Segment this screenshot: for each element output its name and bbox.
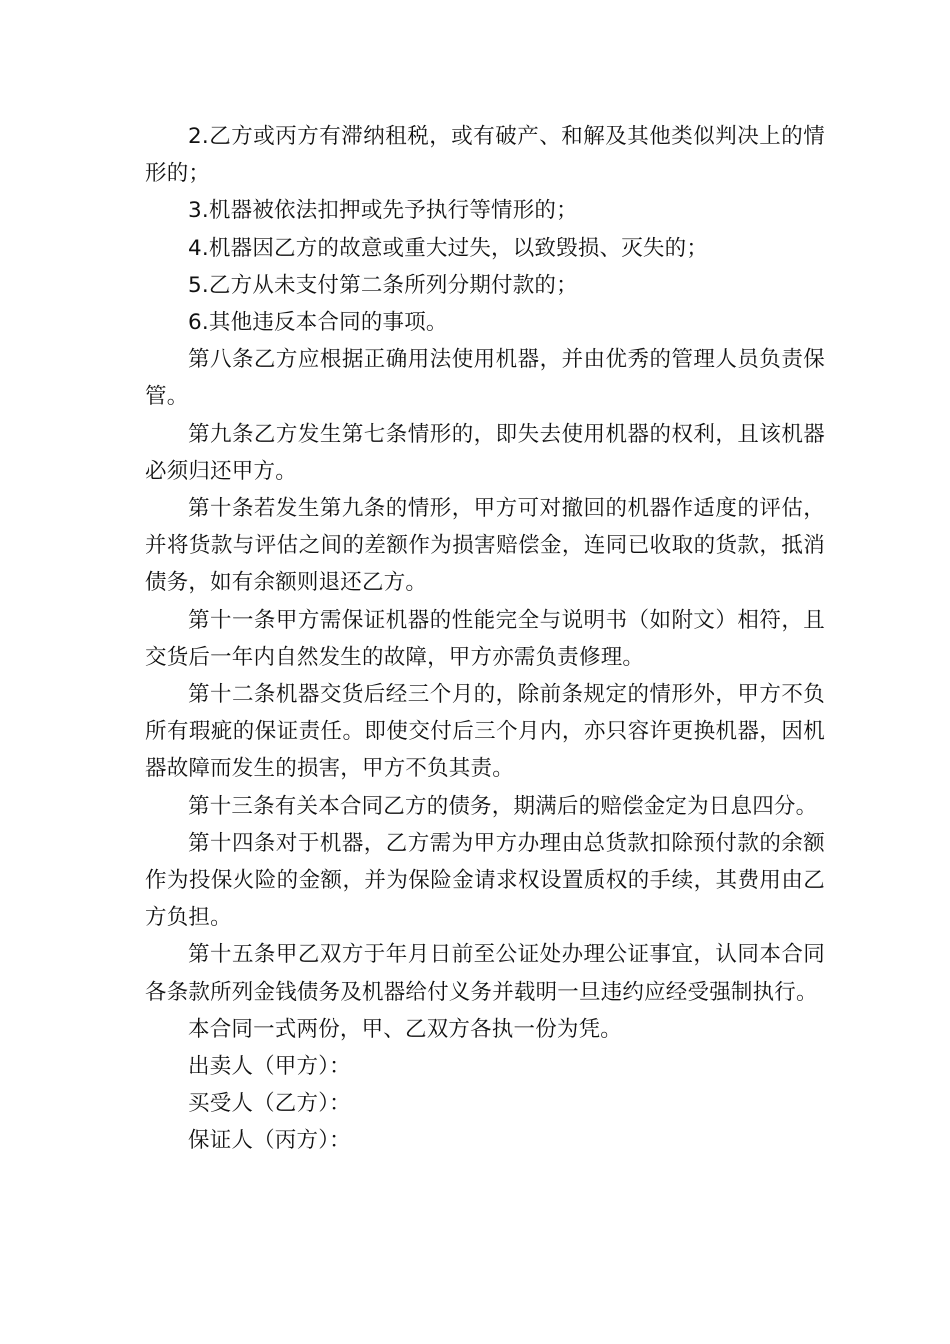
copies-statement: 本合同一式两份，甲、乙双方各执一份为凭。 <box>188 1016 623 1042</box>
article-15: 第十五条甲乙双方于年月日前至公证处办理公证事宜，认同本合同各条款所列金钱债务及机器给付义务并载明一旦违约应经受强制执行。 <box>145 942 825 1005</box>
clause-item-6: 6.其他违反本合同的事项。 <box>188 310 448 336</box>
article-13: 第十三条有关本合同乙方的债务，期满后的赔偿金定为日息四分。 <box>188 793 818 819</box>
article-14: 第十四条对于机器，乙方需为甲方办理由总货款扣除预付款的余额作为投保火险的金额，并为保险金请求权设置质权的手续，其费用由乙方负担。 <box>145 830 825 931</box>
document-page <box>145 118 825 1160</box>
clause-item-2: 2.乙方或丙方有滞纳租税，或有破产、和解及其他类似判决上的情形的； <box>145 124 825 187</box>
article-9: 第九条乙方发生第七条情形的，即失去使用机器的权利，且该机器必须归还甲方。 <box>145 421 825 484</box>
article-10: 第十条若发生第九条的情形，甲方可对撤回的机器作适度的评估，并将货款与评估之间的差额作为损害赔偿金，连同已收取的货款，抵消债务，如有余额则退还乙方。 <box>145 496 825 596</box>
guarantor-signature-line: 保证人（丙方）： <box>188 1128 351 1154</box>
article-12: 第十二条机器交货后经三个月的，除前条规定的情形外，甲方不负所有瑕疵的保证责任。即使交付后三个月内，亦只容许更换机器，因机器故障而发生的损害，甲方不负其责。 <box>145 682 825 782</box>
seller-signature-line: 出卖人（甲方）： <box>188 1054 351 1080</box>
clause-item-3: 3.机器被依法扣押或先予执行等情形的； <box>188 198 578 224</box>
clause-item-5: 5.乙方从未支付第二条所列分期付款的； <box>188 272 578 298</box>
buyer-signature-line: 买受人（乙方）： <box>188 1091 351 1117</box>
clause-item-4: 4.机器因乙方的故意或重大过失，以致毁损、灭失的； <box>188 235 709 261</box>
article-11: 第十一条甲方需保证机器的性能完全与说明书（如附文）相符，且交货后一年内自然发生的故障，甲方亦需负责修理。 <box>145 607 825 670</box>
article-8: 第八条乙方应根据正确用法使用机器，并由优秀的管理人员负责保管。 <box>145 347 825 410</box>
